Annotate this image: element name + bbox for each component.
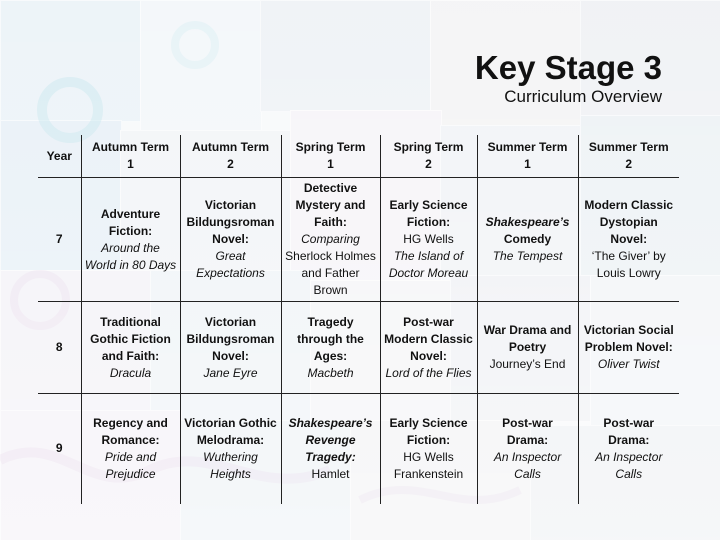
page-subtitle: Curriculum Overview (504, 87, 662, 106)
unit-text: Post-war Modern Classic Novel: (384, 314, 473, 363)
unit-text: Wuthering Heights (203, 449, 258, 481)
unit-text: ‘The Giver’ by Louis Lowry (591, 249, 666, 280)
unit-cell (281, 302, 380, 394)
unit-text: Frankenstein (393, 466, 464, 481)
unit-cell (180, 302, 281, 394)
year-cell: 9 (38, 394, 81, 504)
column-header (180, 135, 281, 178)
column-header-line: Year (46, 148, 72, 163)
unit-cell (81, 302, 180, 394)
unit-text: Victorian Gothic Melodrama: (184, 415, 277, 447)
table-body (38, 178, 679, 504)
page-title: Key Stage 3 (474, 49, 662, 86)
unit-cell (281, 394, 380, 504)
unit-text: Sherlock Holmes and Father Brown (285, 249, 376, 297)
unit-text: An Inspector Calls (493, 449, 562, 481)
unit-cell (477, 394, 578, 504)
unit-text: Jane Eyre (203, 365, 258, 380)
column-header-line: 1 (327, 157, 334, 171)
unit-text: The Tempest (492, 249, 563, 263)
unit-cell (180, 394, 281, 504)
column-header (477, 135, 578, 178)
unit-cell (477, 302, 578, 394)
unit-text: Post-war Drama: (603, 415, 655, 447)
curriculum-table (38, 135, 679, 504)
unit-text: HG Wells (403, 232, 454, 246)
unit-text: Lord of the Flies (385, 365, 472, 380)
column-header-line: 2 (625, 157, 633, 171)
unit-text: Hamlet (311, 466, 350, 481)
unit-text: Dracula (109, 365, 152, 380)
unit-text: Victorian Social Problem Novel: (583, 323, 674, 354)
column-header-line: Spring Term (393, 140, 464, 154)
unit-text: Early Science Fiction: (389, 415, 468, 447)
column-header-line: Autumn Term (191, 140, 270, 154)
column-header-line: 1 (524, 157, 531, 171)
column-header (38, 135, 81, 178)
unit-text: Regency and Romance: (93, 415, 168, 447)
unit-text: Detective Mystery and Faith: (295, 181, 366, 229)
column-header-line: Summer Term (588, 140, 669, 154)
column-header (380, 135, 477, 178)
unit-cell (578, 302, 679, 394)
table-header-row (38, 135, 679, 178)
unit-cell (380, 178, 477, 302)
unit-cell (477, 178, 578, 302)
unit-cell (81, 394, 180, 504)
year-cell: 8 (38, 302, 81, 394)
column-header (578, 135, 679, 178)
unit-cell (281, 178, 380, 302)
column-header-line: 2 (227, 157, 234, 171)
unit-text: Shakespeare’s (485, 215, 570, 229)
unit-text: Comparing (301, 232, 360, 246)
table-row (38, 394, 679, 504)
year-cell: 7 (38, 178, 81, 302)
unit-text: An Inspector Calls (595, 449, 663, 481)
unit-text: Modern Classic Dystopian Novel: (584, 198, 674, 246)
unit-text: War Drama and Poetry (483, 323, 572, 354)
unit-cell (578, 394, 679, 504)
unit-text: Great Expectations (196, 249, 265, 280)
unit-cell (380, 394, 477, 504)
unit-text: Oliver Twist (597, 357, 660, 371)
unit-cell (578, 178, 679, 302)
column-header-line: Spring Term (295, 140, 366, 154)
unit-text: Journey’s End (489, 357, 566, 371)
unit-cell (81, 178, 180, 302)
column-header-line: Autumn Term (91, 140, 170, 154)
slide-title (475, 50, 662, 108)
unit-text: Adventure Fiction: (100, 206, 161, 238)
unit-text: Comedy (503, 232, 552, 246)
unit-text: Macbeth (307, 365, 354, 380)
column-header-line: 2 (425, 157, 432, 171)
unit-text: Around the World in 80 Days (84, 240, 177, 272)
column-header (81, 135, 180, 178)
unit-text: Victorian Bildungsroman Novel: (186, 314, 275, 363)
unit-cell (380, 302, 477, 394)
unit-text: Post-war Drama: (502, 415, 553, 447)
column-header-line: 1 (127, 157, 134, 171)
column-header-line: Summer Term (487, 140, 568, 154)
unit-text: Victorian Bildungsroman Novel: (186, 198, 275, 246)
table-row (38, 302, 679, 394)
column-header (281, 135, 380, 178)
unit-text: Tragedy through the Ages: (297, 314, 364, 363)
unit-text: HG Wells (403, 449, 454, 464)
unit-cell (180, 178, 281, 302)
unit-text: Traditional Gothic Fiction and Faith: (90, 314, 171, 363)
unit-text: Early Science Fiction: (389, 198, 468, 229)
unit-text: Pride and Prejudice (104, 449, 157, 481)
table-row (38, 178, 679, 302)
unit-text: The Island of Doctor Moreau (388, 249, 469, 280)
unit-text: Shakespeare’s Revenge Tragedy: (288, 415, 373, 464)
